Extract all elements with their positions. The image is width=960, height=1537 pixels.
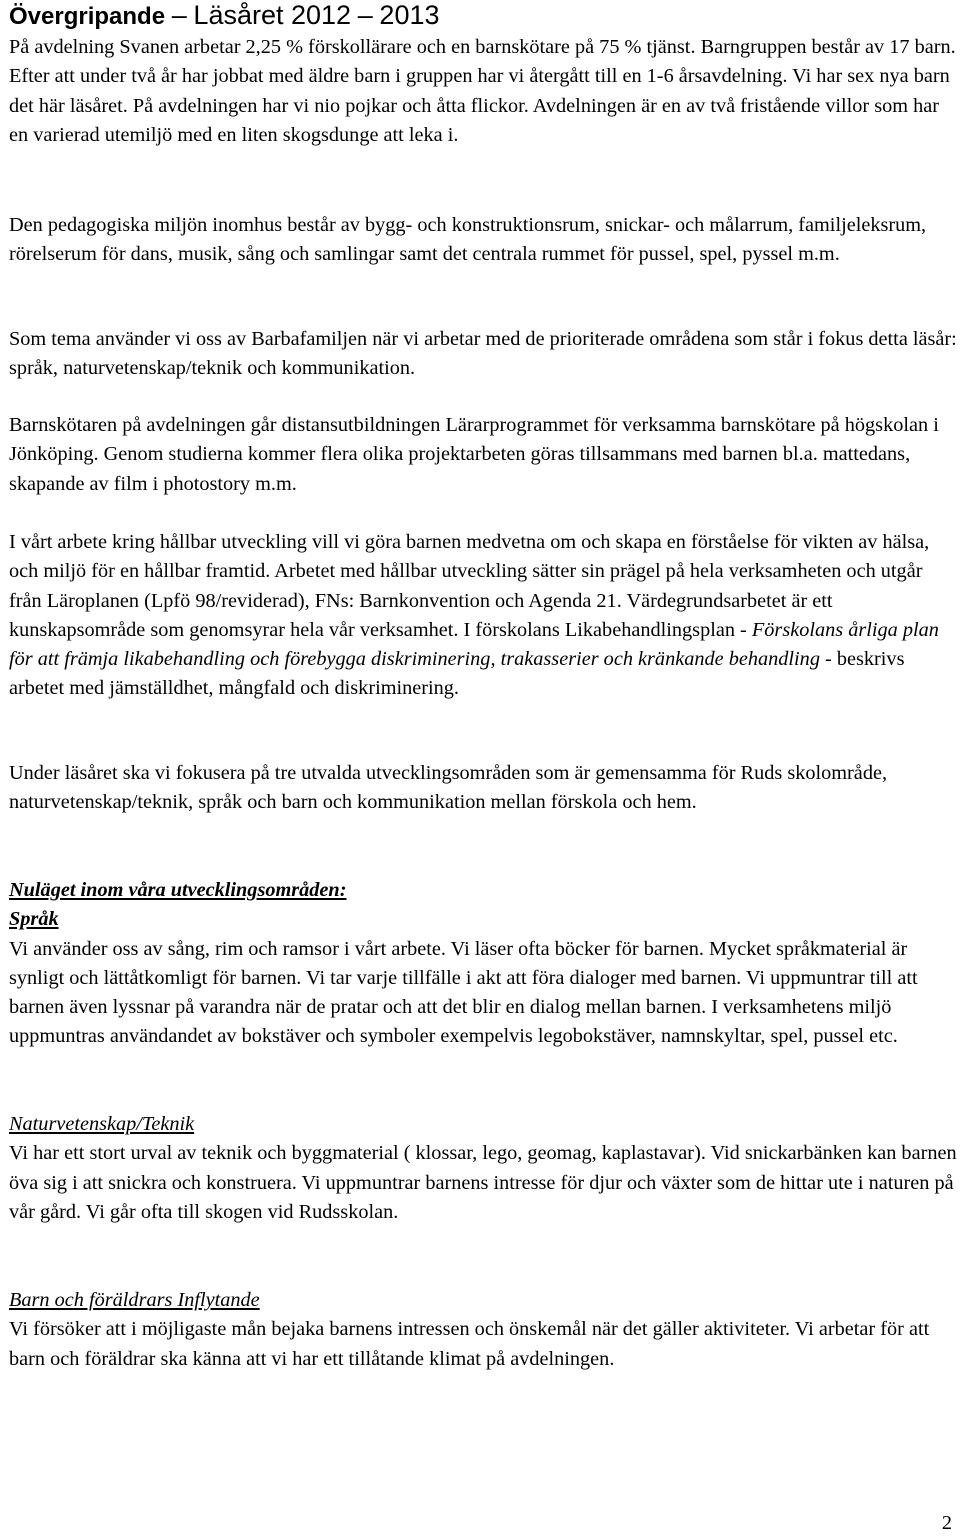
language-heading: Språk bbox=[9, 908, 59, 931]
influence-heading: Barn och föräldrars Inflytande bbox=[9, 1289, 260, 1311]
title-dash-2: – bbox=[357, 0, 373, 30]
paragraph-education: Barnskötaren på avdelningen går distansutbildningen Lärarprogrammet för verksamma barnskötare på högskolan i Jönköping. Genom studierna kommer flera olika projektarbeten göras tillsammans med barnen bl.a. mattedans, skapande av film i photostory m.m. bbox=[9, 414, 939, 495]
sustainability-text-start: I vårt arbete kring hållbar utveckling vill vi göra barnen medvetna om och skapa en förståelse för vikten av hälsa, och miljö för en hållbar framtid. Arbetet med hållbar utveckling sätter sin prägel på hela verksamheten och utgår från Läroplanen (Lpfö 98/reviderad), FNs: Barnkonvention och Agenda 21. Värdegrundsarbetet är ett kunskapsområde som genomsyrar hela vår verksamhet. I förskolans Likabehandlingsplan - bbox=[9, 531, 930, 641]
section-language bbox=[9, 876, 957, 1052]
paragraph-sustainability bbox=[9, 528, 957, 704]
sustainability-text-end: - beskrivs arbetet med jämställdhet, mångfald och diskriminering. bbox=[9, 648, 905, 700]
title-part-1: Övergripande bbox=[9, 3, 166, 30]
title-part-3: 2013 bbox=[379, 0, 440, 30]
page-title bbox=[9, 0, 440, 32]
paragraph-environment: Den pedagogiska miljön inomhus består av bygg- och konstruktionsrum, snickar- och målarrum, familjeleksrum, rörelserum för dans, musik, sång och samlingar samt det centrala rummet för pussel, spel, pyssel m.m. bbox=[9, 214, 927, 266]
influence-text: Vi försöker att i möjligaste mån bejaka barnens intressen och önskemål när det gäller aktiviteter. Vi arbetar för att barn och föräldrar ska känna att vi har ett tillåtande klimat på avdelningen. bbox=[9, 1318, 930, 1370]
science-text: Vi har ett stort urval av teknik och byggmaterial ( klossar, lego, geomag, kaplastavar). Vid snickarbänken kan barnen öva sig i att snickra och konstruera. Vi uppmuntrar barnens intresse för djur och växter som de hittar ute i naturen på vår gård. Vi går ofta till skogen vid Rudsskolan. bbox=[9, 1142, 957, 1223]
paragraph-focus: Under läsåret ska vi fokusera på tre utvalda utvecklingsområden som är gemensamma för Ruds skolområde, naturvetenskap/teknik, språk och barn och kommunikation mellan förskola och hem. bbox=[9, 762, 888, 814]
title-part-2: Läsåret 2012 bbox=[193, 0, 352, 30]
page-number: 2 bbox=[941, 1512, 952, 1534]
paragraph-intro: På avdelning Svanen arbetar 2,25 % förskollärare och en barnskötare på 75 % tjänst. Barngruppen består av 17 barn. Efter att under två år har jobbat med äldre barn i gruppen har vi återgått till en 1-6 årsavdelning. Vi har sex nya barn det här läsåret. På avdelningen har vi nio pojkar och åtta flickor. Avdelningen är en av två fristående villor som har en varierad utemiljö med en liten skogsdunge att leka i. bbox=[9, 36, 956, 146]
sustainability-plan-title: Förskolans årliga plan för att främja likabehandling och förebygga diskriminering, trakasserier och kränkande behandling bbox=[9, 618, 939, 671]
science-heading: Naturvetenskap/Teknik bbox=[9, 1113, 195, 1135]
section-influence bbox=[9, 1286, 957, 1374]
title-dash: – bbox=[171, 0, 187, 30]
paragraph-theme: Som tema använder vi oss av Barbafamiljen när vi arbetar med de prioriterade områdena som står i fokus detta läsår: språk, naturvetenskap/teknik och kommunikation. bbox=[9, 328, 957, 380]
section-science bbox=[9, 1110, 957, 1227]
status-heading: Nuläget inom våra utvecklingsområden: bbox=[9, 879, 347, 901]
language-text: Vi använder oss av sång, rim och ramsor i vårt arbete. Vi läser ofta böcker för barnen. Mycket språkmaterial är synligt och lättåtkomligt för barnen. Vi tar varje tillfälle i akt att föra dialoger med barnen. Vi uppmuntrar till att barnen även lyssnar på varandra när de pratar och att det blir en dialog mellan barnen. I verksamhetens miljö uppmuntras användandet av bokstäver och symboler exempelvis legobokstäver, namnskyltar, spel, pussel etc. bbox=[9, 937, 918, 1048]
